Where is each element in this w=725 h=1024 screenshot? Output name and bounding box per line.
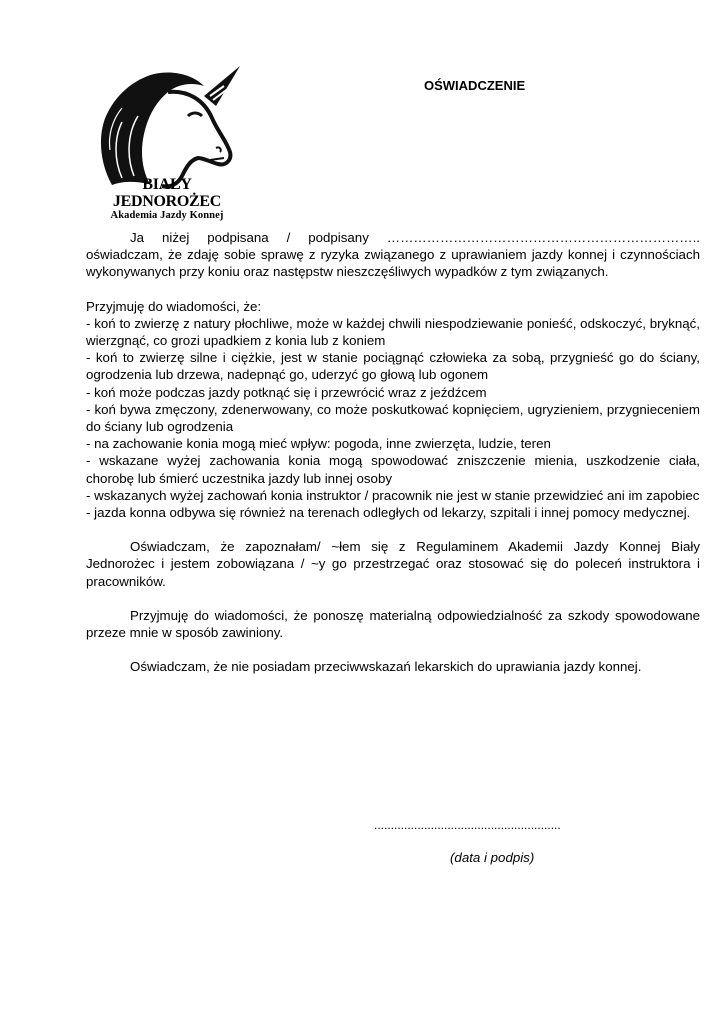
- paragraph-liability: Przyjmuję do wiadomości, że ponoszę materialną odpowiedzialność za szkody spowodowane przeze mnie w sposób zawiniony.: [86, 607, 700, 641]
- paragraph-regulations: Oświadczam, że zapoznałam/ ~łem się z Regulaminem Akademii Jazdy Konnej Biały Jednorożec i jestem zobowiązana / ~y go przestrzegać oraz stosować się do poleceń instruktora i pracowników.: [86, 539, 700, 589]
- paragraph-medical: Oświadczam, że nie posiadam przeciwwskazań lekarskich do uprawiania jazdy konnej.: [130, 659, 642, 675]
- list-intro: Przyjmuję do wiadomości, że:: [86, 298, 262, 314]
- list-item: - koń to zwierzę silne i ciężkie, jest w stanie pociągnąć człowieka za sobą, przygnieść go do ściany, ogrodzenia lub drzewa, nadepnąć go, uderzyć go głową lub ogonem: [86, 350, 700, 383]
- paragraph-declaration: Ja niżej podpisana / podpisany …………………………………………………………….. oświadczam, że zdaję sobie sprawę z ryzyka związanego z uprawianiem jazdy konnej i czynnościach wykonywanych przy koniu oraz następstw nieszczęśliwych wypadków z tym związanych.: [86, 230, 700, 280]
- signature-block: [374, 818, 614, 865]
- list-item: - jazda konna odbywa się również na terenach odległych od lekarzy, szpitali i innej pomocy medycznej.: [86, 505, 691, 521]
- declaration-body: [86, 229, 700, 675]
- list-item: - wskazane wyżej zachowania konia mogą spowodować zniszczenie mienia, uszkodzenie ciała, chorobę lub śmierć uczestnika jazdy lub innej osoby: [86, 453, 700, 486]
- list-item: - na zachowanie konia mogą mieć wpływ: pogoda, inne zwierzęta, ludzie, teren: [86, 436, 551, 452]
- signature-label: (data i podpis): [450, 850, 535, 865]
- signature-line: ........................................................: [374, 818, 561, 832]
- list-item: - koń może podczas jazdy potknąć się i przewrócić wraz z jeźdźcem: [86, 384, 487, 400]
- list-item: - koń bywa zmęczony, zdenerwowany, co może poskutkować kopnięciem, ugryzieniem, przygnieceniem do ściany lub ogrodzenia: [86, 401, 700, 435]
- list-item: - wskazanych wyżej zachowań konia instruktor / pracownik nie jest w stanie przewidzieć ani im zapobiec: [86, 487, 700, 503]
- document-title: OŚWIADCZENIE: [424, 78, 526, 93]
- logo-subtitle: Akademia Jazdy Konnej: [110, 210, 224, 221]
- list-item: - koń to zwierzę z natury płochliwe, może w każdej chwili niespodziewanie ponieść, odskoczyć, bryknąć, wierzgnąć, co grozi upadkiem z konia lub z koniem: [86, 315, 700, 349]
- logo-name: BIAŁY JEDNOROŻEC: [112, 176, 222, 210]
